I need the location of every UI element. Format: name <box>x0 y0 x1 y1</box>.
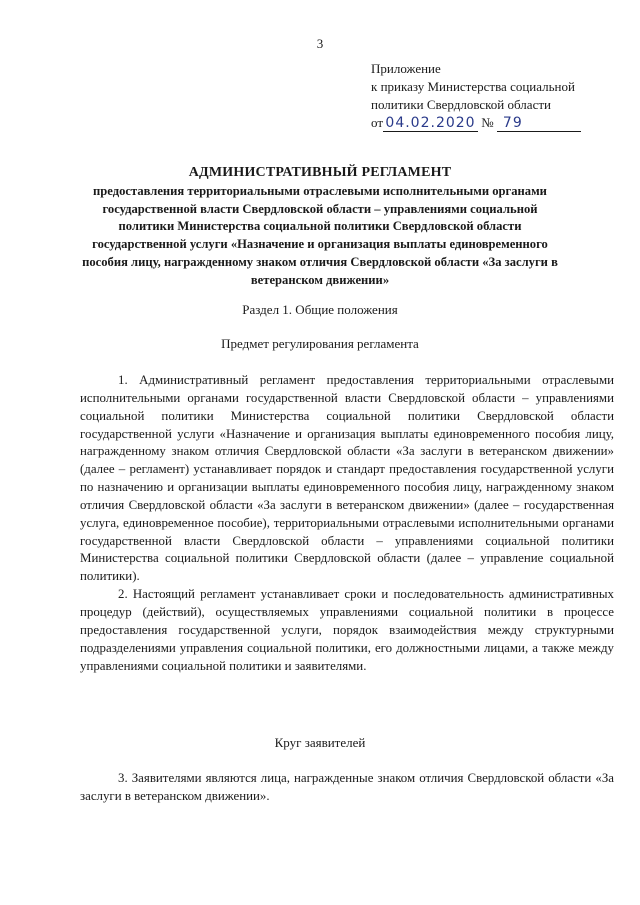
handwritten-date: 04.02.2020 <box>383 115 478 132</box>
appendix-order-line: к приказу Министерства социальной <box>371 79 575 94</box>
paragraph-2: 2. Настоящий регламент устанавливает сроки и последовательность административных процедур (действий), осуществляемых управлениями социальной политики в процессе предоставления государственной услуги, порядок взаимодействия между структурными подразделениями управления социальной политики, его должностными лицами, а также между управлениями социальной политики и заявителями. <box>80 587 614 673</box>
date-prefix: от <box>371 115 384 130</box>
paragraph-1: 1. Административный регламент предоставления территориальными отраслевыми исполнительными органами государственной власти Свердловской области – управлениями социальной политики Министерства социальной политики Свердловской области государственной услуги «Назначение и организация выплаты единовременного пособия лицу, награжденному знаком отличия Свердловской области «За заслуги в ветеранском движении» (далее – регламент) устанавливает порядок и стандарт предоставления государственной услуги по назначению и организации выплаты единовременного пособия лицу, награжденному знаком отличия Свердловской области «За заслуги в ветеранском движении» (далее – государственная услуга, единовременное пособие), территориальными отраслевыми исполнительными органами государственной власти Свердловской области – управлениями социальной политики Министерства социальной политики Свердловской области (далее – управление социальной политики). <box>80 373 614 584</box>
handwritten-number: 79 <box>497 115 581 132</box>
document-title-block <box>82 163 558 289</box>
appendix-date-number-line <box>371 114 631 132</box>
section-heading: Раздел 1. Общие положения <box>242 302 398 317</box>
appendix-block <box>371 60 631 132</box>
section1-body <box>80 372 614 675</box>
subsection-heading-regulation-subject: Предмет регулирования регламента <box>221 336 419 351</box>
subsection-heading-applicants: Круг заявителей <box>274 735 366 750</box>
applicants-body <box>80 770 614 806</box>
paragraph-3: 3. Заявителями являются лица, награжденные знаком отличия Свердловской области «За заслуги в ветеранском движении». <box>80 771 614 803</box>
number-prefix: № <box>481 115 494 130</box>
appendix-ministry-line: политики Свердловской области <box>371 97 551 112</box>
document-title: АДМИНИСТРАТИВНЫЙ РЕГЛАМЕНТ <box>188 165 452 180</box>
appendix-title: Приложение <box>371 61 441 76</box>
document-subtitle: предоставления территориальными отраслевыми исполнительными органами государственной власти Свердловской области – управлениями социальной политики Министерства социальной политики Свердловской области государственной услуги «Назначение и организация выплаты единовременного пособия лицу, награжденному знаком отличия Свердловской области «За заслуги в ветеранском движении» <box>82 184 558 287</box>
page-number: 3 <box>316 36 324 51</box>
